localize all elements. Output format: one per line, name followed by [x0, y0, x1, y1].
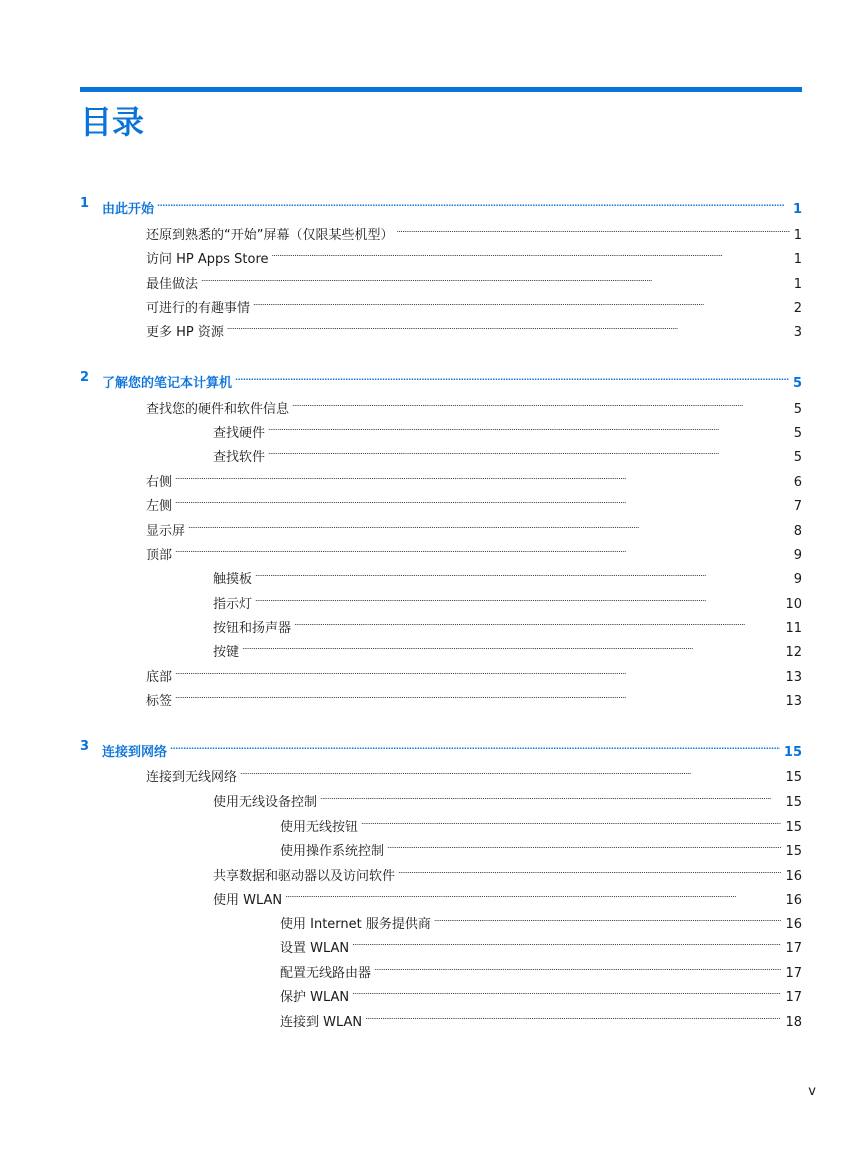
toc-chapter-number: 3 [80, 739, 90, 754]
toc-entry-page: 1 [793, 252, 802, 267]
toc-dot-leader [285, 886, 781, 904]
toc-entry-label: 由此开始 [102, 202, 155, 217]
toc-entry-label: 标签 [146, 694, 173, 709]
toc-entry-page: 2 [793, 301, 802, 316]
toc-entry-label: 使用操作系统控制 [280, 844, 385, 859]
toc-dot-leader [387, 837, 781, 855]
toc-dot-leader [201, 270, 790, 288]
toc-entry[interactable] [146, 294, 802, 318]
toc-entry-page: 15 [785, 844, 802, 859]
toc-entry-label: 查找软件 [213, 450, 266, 465]
toc-dot-leader [268, 419, 790, 437]
toc-entry-page: 6 [793, 475, 802, 490]
toc-entry-label: 按钮和扬声器 [213, 621, 292, 636]
toc-entry[interactable] [146, 395, 802, 419]
toc-entry[interactable] [213, 590, 802, 614]
toc-entry-page: 16 [785, 893, 802, 908]
toc-chapter-entry[interactable] [80, 738, 802, 762]
toc-dot-leader [170, 738, 780, 756]
toc-entry-label: 保护 WLAN [280, 990, 350, 1005]
toc-dot-leader [361, 813, 781, 831]
toc-entry-label: 显示屏 [146, 524, 186, 539]
toc-dot-leader [434, 910, 782, 928]
toc-entry[interactable] [213, 886, 802, 910]
toc-entry-page: 5 [792, 376, 802, 391]
toc-entry-label: 了解您的笔记本计算机 [102, 376, 233, 391]
toc-entry-page: 15 [785, 820, 802, 835]
title-rule [80, 87, 802, 92]
toc-entry[interactable] [146, 270, 802, 294]
toc-entry-page: 17 [785, 990, 802, 1005]
toc-entry-page: 10 [785, 597, 802, 612]
toc-entry-label: 连接到 WLAN [280, 1015, 363, 1030]
toc-entry[interactable] [146, 221, 802, 245]
toc-entry[interactable] [146, 468, 802, 492]
toc-entry[interactable] [213, 788, 802, 812]
toc-entry[interactable] [146, 318, 802, 342]
toc-dot-leader [157, 195, 789, 213]
toc-entry-label: 指示灯 [213, 597, 253, 612]
toc-entry-label: 右侧 [146, 475, 173, 490]
toc-entry[interactable] [146, 517, 802, 541]
toc-entry-label: 设置 WLAN [280, 941, 350, 956]
toc-entry-page: 18 [785, 1015, 802, 1030]
toc-dot-leader [398, 862, 781, 880]
toc-dot-leader [175, 663, 781, 681]
toc-entry-page: 15 [785, 795, 802, 810]
toc-entry[interactable] [146, 492, 802, 516]
toc-dot-leader [255, 590, 781, 608]
toc-entry-page: 1 [793, 228, 802, 243]
toc-entry[interactable] [280, 1008, 802, 1032]
toc-entry-page: 11 [785, 621, 802, 636]
toc-entry-page: 8 [793, 524, 802, 539]
toc-chapter-number: 1 [80, 196, 90, 211]
toc-entry[interactable] [280, 837, 802, 861]
toc-entry-page: 5 [793, 402, 802, 417]
toc-entry-page: 7 [793, 499, 802, 514]
toc-entry-label: 触摸板 [213, 572, 253, 587]
toc-dot-leader [175, 541, 790, 559]
toc-entry[interactable] [213, 638, 802, 662]
toc-entry-page: 1 [793, 277, 802, 292]
toc-chapter-entry[interactable] [80, 369, 802, 393]
toc-dot-leader [374, 959, 781, 977]
toc-dot-leader [255, 565, 790, 583]
toc-entry-label: 左侧 [146, 499, 173, 514]
toc-entry-label: 还原到熟悉的“开始”屏幕（仅限某些机型） [146, 228, 394, 243]
toc-dot-leader [292, 395, 790, 413]
toc-entry[interactable] [146, 663, 802, 687]
toc-entry[interactable] [213, 443, 802, 467]
toc-entry[interactable] [280, 959, 802, 983]
toc-dot-leader [242, 638, 781, 656]
toc-dot-leader [268, 443, 790, 461]
toc-entry-page: 1 [792, 202, 802, 217]
toc-entry-label: 使用 Internet 服务提供商 [280, 917, 431, 932]
toc-entry[interactable] [213, 419, 802, 443]
toc-entry-label: 查找硬件 [213, 426, 266, 441]
toc-dot-leader [175, 468, 790, 486]
toc-entry-page: 13 [785, 670, 802, 685]
toc-dot-leader [253, 294, 790, 312]
toc-dot-leader [235, 369, 789, 387]
toc-entry[interactable] [213, 862, 802, 886]
toc-entry-page: 15 [785, 770, 802, 785]
toc-entry-label: 底部 [146, 670, 173, 685]
toc-entry-label: 配置无线路由器 [280, 966, 372, 981]
toc-dot-leader [175, 492, 790, 510]
toc-entry-label: 查找您的硬件和软件信息 [146, 402, 290, 417]
toc-entry-page: 5 [793, 426, 802, 441]
toc-entry-label: 更多 HP 资源 [146, 325, 224, 340]
toc-entry-page: 9 [793, 572, 802, 587]
toc-entry-page: 5 [793, 450, 802, 465]
toc-entry-page: 16 [785, 869, 802, 884]
toc-entry[interactable] [146, 687, 802, 711]
toc-entry[interactable] [213, 565, 802, 589]
toc-entry-label: 最佳做法 [146, 277, 199, 292]
toc-dot-leader [272, 245, 790, 263]
toc-dot-leader [294, 614, 781, 632]
toc-entry-label: 共享数据和驱动器以及访问软件 [213, 869, 396, 884]
toc-entry[interactable] [213, 614, 802, 638]
toc-entry-page: 9 [793, 548, 802, 563]
toc-entry[interactable] [146, 763, 802, 787]
toc-entry-label: 按键 [213, 645, 240, 660]
toc-entry-label: 连接到无线网络 [146, 770, 238, 785]
toc-entry-page: 13 [785, 694, 802, 709]
toc-dot-leader [188, 517, 790, 535]
page-title: 目录 [80, 103, 145, 141]
toc-entry-label: 连接到网络 [102, 745, 168, 760]
toc-entry-label: 可进行的有趣事情 [146, 301, 251, 316]
toc-dot-leader [352, 983, 781, 1001]
toc-entry-page: 17 [785, 966, 802, 981]
toc-dot-leader [365, 1008, 781, 1026]
toc-entry-label: 使用无线设备控制 [213, 795, 318, 810]
toc-entry-label: 顶部 [146, 548, 173, 563]
toc-dot-leader [240, 763, 781, 781]
toc-entry[interactable] [146, 541, 802, 565]
toc-entry-page: 16 [785, 917, 802, 932]
toc-entry-label: 使用 WLAN [213, 893, 283, 908]
toc-entry[interactable] [280, 934, 802, 958]
toc-entry-label: 使用无线按钮 [280, 820, 359, 835]
toc-entry[interactable] [280, 813, 802, 837]
toc-entry[interactable] [146, 245, 802, 269]
toc-dot-leader [396, 221, 789, 239]
toc-entry-page: 17 [785, 941, 802, 956]
toc-entry[interactable] [280, 983, 802, 1007]
toc-entry-label: 访问 HP Apps Store [146, 252, 269, 267]
toc-entry-page: 15 [783, 745, 802, 760]
toc-entry-page: 12 [785, 645, 802, 660]
toc-chapter-entry[interactable] [80, 195, 802, 219]
toc-entry-page: 3 [793, 325, 802, 340]
toc-dot-leader [320, 788, 781, 806]
toc-entry[interactable] [280, 910, 802, 934]
toc-dot-leader [227, 318, 790, 336]
footer-page-number: v [808, 1084, 816, 1099]
toc-chapter-number: 2 [80, 370, 90, 385]
toc-dot-leader [175, 687, 781, 705]
toc-dot-leader [352, 934, 781, 952]
